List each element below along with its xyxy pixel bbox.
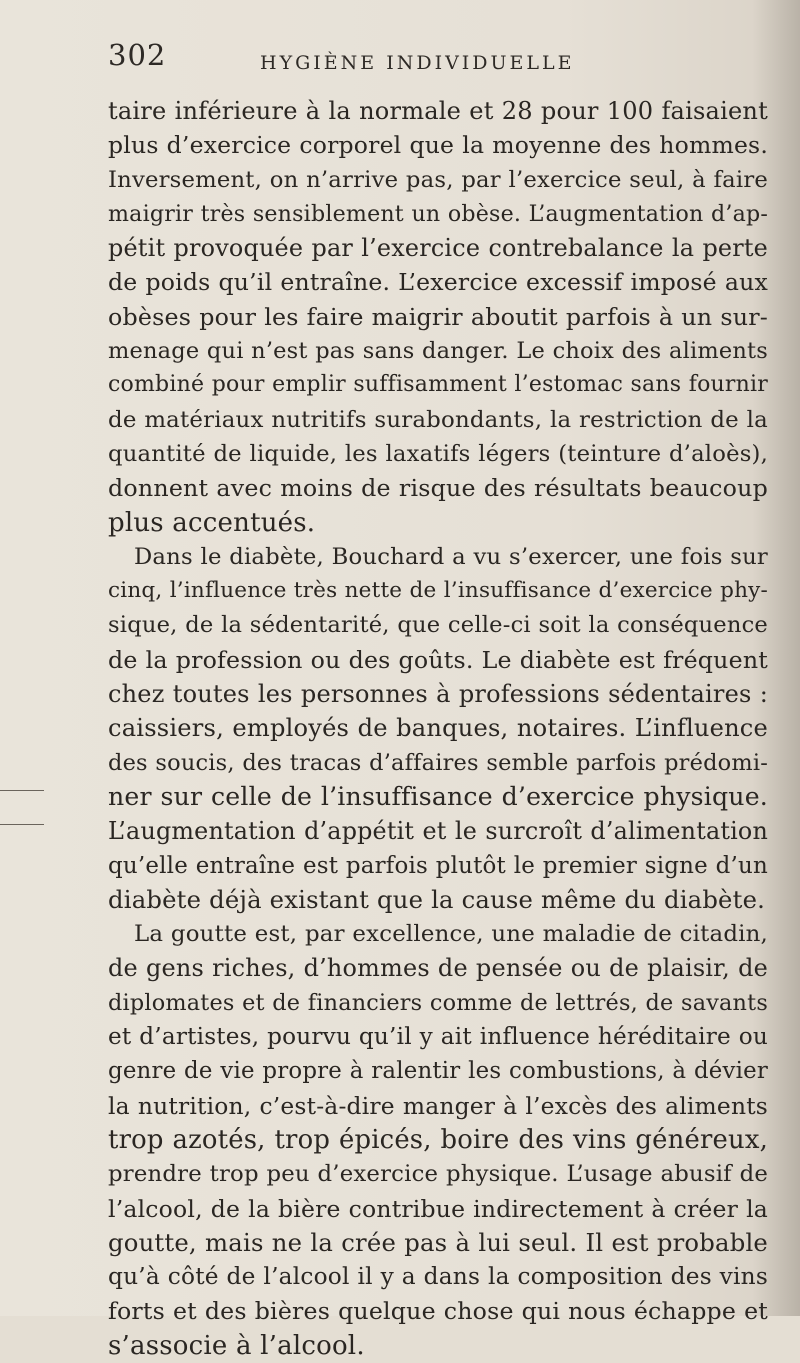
text-line: plus accentués.	[108, 507, 316, 538]
text-line: diplomates et de financiers comme de lettrés, de savants	[108, 989, 768, 1016]
margin-rule	[0, 824, 44, 825]
text-line: prendre trop peu d’exercice physique. L’usage abusif de	[108, 1161, 768, 1188]
text-line: et d’artistes, pourvu qu’il y ait influence héréditaire ou	[108, 1024, 768, 1051]
text-line: taire inférieure à la normale et 28 pour 100 faisaient	[108, 97, 768, 125]
text-line: Dans le diabète, Bouchard a vu s’exercer, une fois sur	[134, 543, 768, 570]
margin-rule	[0, 790, 44, 791]
text-line: maigrir très sensiblement un obèse. L’augmentation d’ap-	[108, 200, 768, 227]
text-line: qu’à côté de l’alcool il y a dans la composition des vins	[108, 1263, 768, 1291]
text-line: s’associe à l’alcool.	[108, 1330, 365, 1361]
text-line: la nutrition, c’est-à-dire manger à l’excès des aliments	[108, 1091, 768, 1120]
text-line: plus d’exercice corporel que la moyenne des hommes.	[108, 131, 768, 160]
text-line: de gens riches, d’hommes de pensée ou de plaisir, de	[108, 954, 768, 983]
text-line: ner sur celle de l’insuffisance d’exercice physique.	[108, 781, 768, 811]
text-line: l’alcool, de la bière contribue indirectement à créer la	[108, 1194, 768, 1223]
page-number: 302	[108, 38, 167, 72]
text-line: cinq, l’influence très nette de l’insuffisance d’exercice phy-	[108, 578, 768, 604]
text-line: chez toutes les personnes à professions sédentaires :	[108, 680, 768, 709]
running-head: HYGIÈNE INDIVIDUELLE	[260, 52, 575, 74]
text-line: des soucis, des tracas d’affaires semble parfois prédomi-	[108, 749, 768, 776]
text-line: La goutte est, par excellence, une maladie de citadin,	[134, 921, 768, 948]
text-line: quantité de liquide, les laxatifs légers (teinture d’aloès),	[108, 440, 768, 467]
text-line: genre de vie propre à ralentir les combustions, à dévier	[108, 1058, 768, 1085]
text-line: obèses pour les faire maigrir aboutit parfois à un sur-	[108, 302, 768, 331]
text-line: de matériaux nutritifs surabondants, la restriction de la	[108, 406, 768, 433]
text-line: L’augmentation d’appétit et le surcroît d’alimentation	[108, 817, 768, 846]
text-line: combiné pour emplir suffisamment l’estomac sans fournir	[108, 372, 768, 398]
text-line: diabète déjà existant que la cause même du diabète.	[108, 884, 766, 914]
text-line: de la profession ou des goûts. Le diabète est fréquent	[108, 645, 768, 674]
text-line: pétit provoquée par l’exercice contrebalance la perte	[108, 234, 768, 263]
body-text	[108, 94, 768, 1363]
text-line: de poids qu’il entraîne. L’exercice excessif imposé aux	[108, 268, 768, 297]
text-line: forts et des bières quelque chose qui nous échappe et	[108, 1297, 768, 1326]
text-line: qu’elle entraîne est parfois plutôt le premier signe d’un	[108, 852, 768, 879]
page-header	[108, 38, 768, 78]
text-line: Inversement, on n’arrive pas, par l’exercice seul, à faire	[108, 166, 768, 193]
text-line: donnent avec moins de risque des résultats beaucoup	[108, 474, 768, 503]
text-line: menage qui n’est pas sans danger. Le choix des aliments	[108, 338, 768, 365]
text-line: trop azotés, trop épicés, boire des vins généreux,	[108, 1124, 768, 1155]
text-line: caissiers, employés de banques, notaires. L’influence	[108, 714, 768, 743]
text-line: sique, de la sédentarité, que celle-ci soit la conséquence	[108, 612, 768, 639]
text-line: goutte, mais ne la crée pas à lui seul. Il est probable	[108, 1227, 768, 1257]
